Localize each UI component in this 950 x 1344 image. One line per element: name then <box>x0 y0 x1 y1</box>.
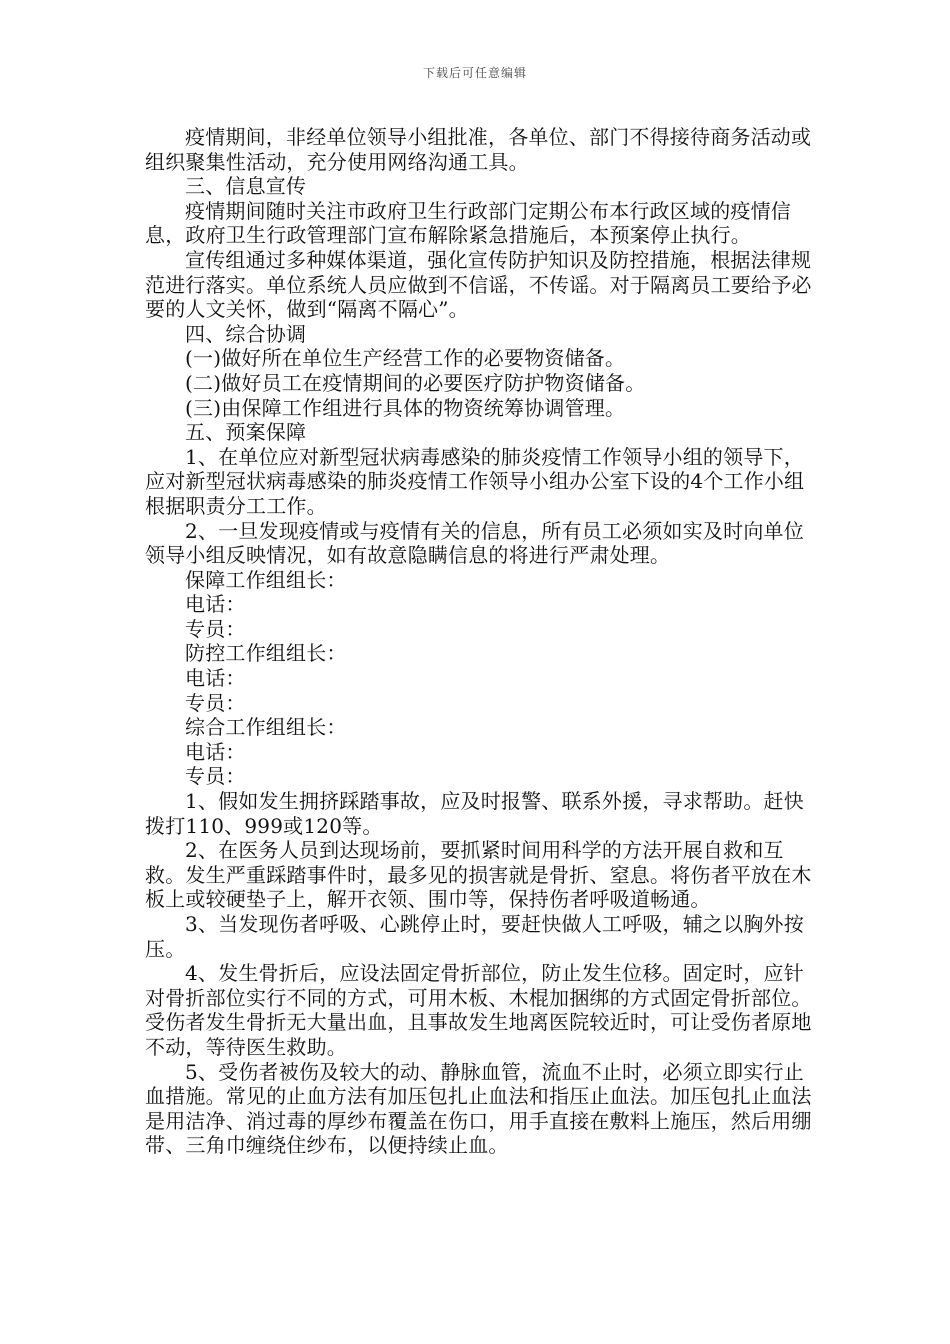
contact-line: 专员： <box>185 616 246 641</box>
list-item: (三)由保障工作组进行具体的物资统筹协调管理。 <box>185 395 626 420</box>
contact-line: 防控工作组组长： <box>185 641 347 666</box>
paragraph: 5、受伤者被伤及较大的动、静脉血管，流血不止时，必须立即实行止血措施。常见的止血方法有加压包扎止血法和指压止血法。加压包扎止血法是用洁净、消过毒的厚纱布覆盖在伤口，用手直接在敷料上施压，然后用绷带、三角巾缠绕住纱布，以便持续止血。 <box>145 1059 812 1158</box>
paragraph: 3、当发现伤者呼吸、心跳停止时，要赶快做人工呼吸，辅之以胸外按压。 <box>145 912 804 961</box>
section-heading: 三、信息宣传 <box>185 174 307 199</box>
paragraph: 宣传组通过多种媒体渠道，强化宣传防护知识及防控措施，根据法律规范进行落实。单位系统人员应做到不信谣，不传谣。对于隔离员工要给予必要的人文关怀，做到“隔离不隔心”。 <box>145 247 812 322</box>
contact-line: 综合工作组组长： <box>185 715 347 740</box>
contact-line: 电话： <box>185 739 246 764</box>
paragraph: 1、在单位应对新型冠状病毒感染的肺炎疫情工作领导小组的领导下，应对新型冠状病毒感染的肺炎疫情工作领导小组办公室下设的4个工作小组根据职责分工工作。 <box>145 444 805 518</box>
contact-line: 保障工作组组长： <box>185 567 347 592</box>
paragraph: 2、在医务人员到达现场前，要抓紧时间用科学的方法开展自救和互救。发生严重踩踏事件时，最多见的损害就是骨折、窒息。将伤者平放在木板上或较硬垫子上，解开衣领、围巾等，保持伤者呼吸道畅通。 <box>145 838 812 912</box>
page-header: 下载后可任意编辑 <box>422 66 527 80</box>
list-item: (二)做好员工在疫情期间的必要医疗防护物资储备。 <box>185 370 646 395</box>
list-item: (一)做好所在单位生产经营工作的必要物资储备。 <box>185 346 626 371</box>
paragraph: 2、一旦发现疫情或与疫情有关的信息，所有员工必须如实及时向单位领导小组反映情况，如有故意隐瞒信息的将进行严肃处理。 <box>145 518 804 568</box>
paragraph: 1、假如发生拥挤踩踏事故，应及时报警、联系外援，寻求帮助。赶快拨打110、999或120等。 <box>145 789 804 838</box>
document-body <box>145 125 817 1158</box>
contact-line: 电话： <box>185 592 246 617</box>
section-heading: 五、预案保障 <box>185 420 307 445</box>
paragraph: 疫情期间，非经单位领导小组批准，各单位、部门不得接待商务活动或组织聚集性活动，充分使用网络沟通工具。 <box>145 125 812 174</box>
contact-line: 专员： <box>185 690 246 715</box>
contact-line: 专员： <box>185 764 246 789</box>
paragraph: 疫情期间随时关注市政府卫生行政部门定期公布本行政区域的疫情信息，政府卫生行政管理部门宣布解除紧急措施后，本预案停止执行。 <box>145 198 791 248</box>
contact-line: 电话： <box>185 666 246 691</box>
section-heading: 四、综合协调 <box>185 321 307 346</box>
paragraph: 4、发生骨折后，应设法固定骨折部位，防止发生位移。固定时，应针对骨折部位实行不同的方式，可用木板、木棍加捆绑的方式固定骨折部位。受伤者发生骨折无大量出血，且事故发生地离医院较近时，可让受伤者原地不动，等待医生救助。 <box>145 961 812 1059</box>
